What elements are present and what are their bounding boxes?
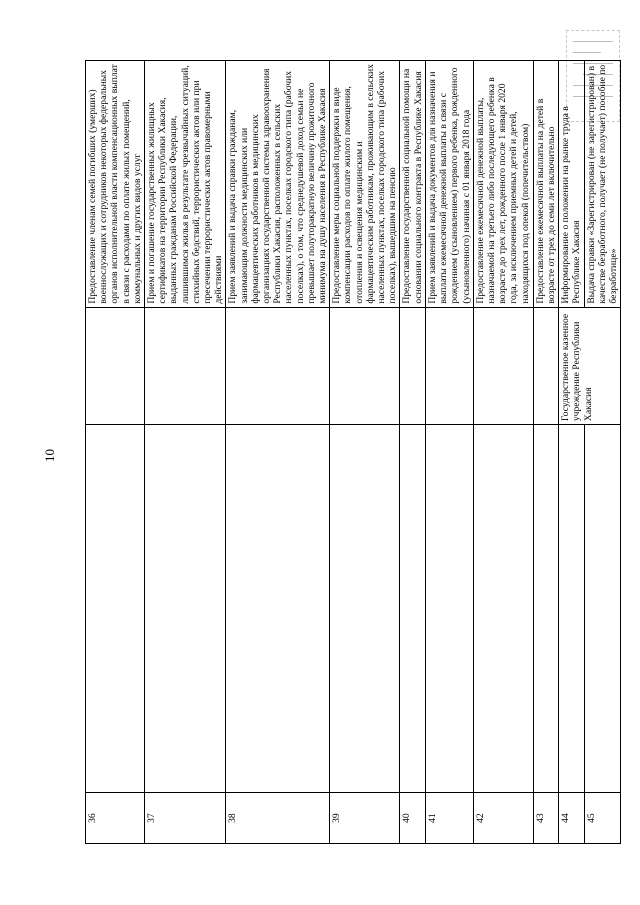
table-row (226, 61, 330, 844)
row-number: 37 (145, 793, 226, 844)
row-number: 44 (559, 793, 584, 844)
empty-cell (400, 425, 425, 793)
empty-cell (330, 307, 400, 424)
empty-cell (584, 425, 621, 793)
empty-cell (226, 307, 330, 424)
empty-cell (473, 307, 533, 424)
empty-cell (559, 425, 584, 793)
row-number: 45 (584, 793, 621, 844)
row-number: 41 (425, 793, 473, 844)
table-row (473, 61, 533, 844)
table-row (533, 61, 558, 844)
empty-cell (473, 425, 533, 793)
service-text: Предоставление меры социальной поддержки в виде компенсации расходов по оплате жилого помещения, отопления и освещения медицинским и фармацевтическим работникам, проживающим в сельских населенных пунктах, поселках городского типа (рабочих поселках), вышедшим на пенсию (330, 61, 400, 308)
table-row (86, 61, 145, 844)
empty-cell (400, 307, 425, 424)
row-number: 38 (226, 793, 330, 844)
table-row (400, 61, 425, 844)
table-row (330, 61, 400, 844)
empty-cell (425, 425, 473, 793)
services-table-sheet (85, 60, 619, 844)
service-text: Предоставление членам семей погибших (умерших) военнослужащих и сотрудников некоторых федеральных органов исполнительной власти компенсационных выплат в связи с расходами по оплате жилых помещений, коммунальных и других видов услуг (86, 61, 145, 308)
service-text: Прием и погашение государственных жилищных сертификатов на территории Республики Хакасия, выданных гражданам Российской Федерации, лишившимся жилья в результате чрезвычайных ситуаций, стихийных бедствий, террористических актов или при пресечении террористических актов правомерными действиями (145, 61, 226, 308)
empty-cell (330, 425, 400, 793)
service-text: Предоставление государственной социальной помощи на основании социального контракта в Республике Хакасия (400, 61, 425, 308)
table-row (425, 61, 473, 844)
service-text: Информирование о положении на рынке труда в Республике Хакасия (559, 61, 584, 308)
row-number: 36 (86, 793, 145, 844)
table-row (584, 61, 621, 844)
empty-cell (145, 425, 226, 793)
table-row (559, 61, 584, 844)
row-number: 43 (533, 793, 558, 844)
empty-cell (226, 425, 330, 793)
service-text: Прием заявлений и выдача справки гражданам, занимающим должности медицинских или фармацевтических работников в медицинских организациях государственной системы здравоохранения Республики Хакасия, расположенных в сельских населенных пунктах, поселках городского типа (рабочих поселках), о том, что среднедушевой доход семьи не превышает полуторакратную величину прожиточного минимума на душу населения в Республике Хакасия (226, 61, 330, 308)
service-text: Предоставление ежемесячной выплаты на детей в возрасте от трех до семи лет включительно (533, 61, 558, 308)
services-table (85, 60, 621, 844)
row-number: 40 (400, 793, 425, 844)
page-number: 10 (42, 449, 57, 462)
empty-cell (86, 425, 145, 793)
empty-cell (533, 425, 558, 793)
service-text: Предоставление ежемесячной денежной выплаты, назначаемой на третьего либо последующего ребенка в возрасте до трех лет, рожденного после 1 января 2020 года, за исключением приемных детей и детей, находящихся под опекой (попечительством) (473, 61, 533, 308)
row-number: 42 (473, 793, 533, 844)
organization-name: Государственное казенное учреждение Республики Хакасия (559, 307, 621, 424)
empty-cell (425, 307, 473, 424)
service-text: Выдача справки «Зарегистрирован (не зарегистрирован) в качестве безработного, получает (не получает) пособие по безработице» (584, 61, 621, 308)
empty-cell (86, 307, 145, 424)
service-text: Прием заявлений и выдача документов для назначения и выплаты ежемесячной денежной выплаты в связи с рождением (усыновлением) первого ребенка, рожденного (усыновленного) начиная с 01 января 2018 года (425, 61, 473, 308)
row-number: 39 (330, 793, 400, 844)
table-row (145, 61, 226, 844)
empty-cell (145, 307, 226, 424)
empty-cell (533, 307, 558, 424)
